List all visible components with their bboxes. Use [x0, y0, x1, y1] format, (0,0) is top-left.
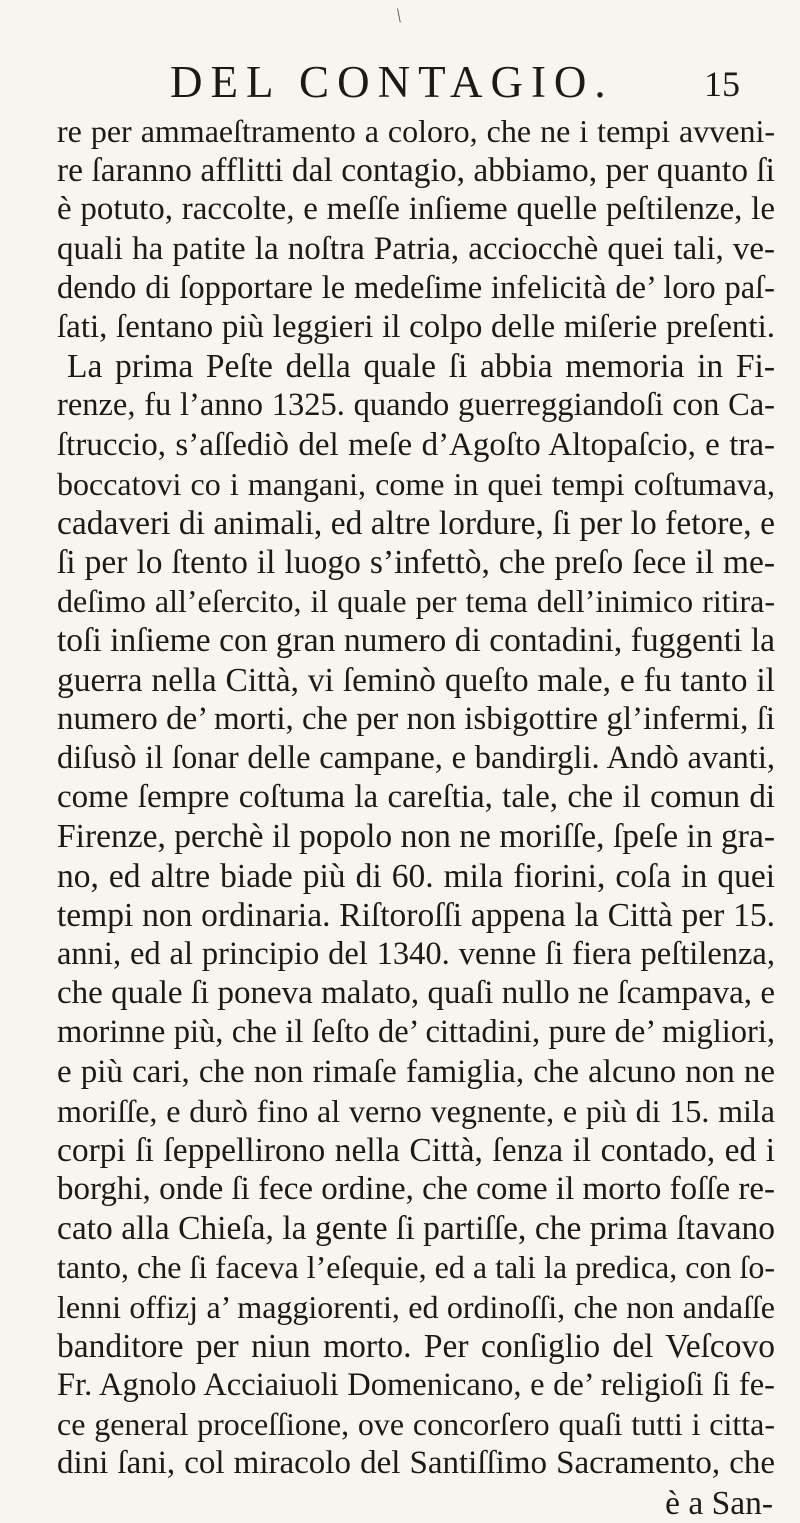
text-line: ſtruccio, s’aſſediò del meſe d’Agoſto Altopaſcio, e tra- — [57, 426, 775, 463]
text-line: boccatovi co i mangani, come in quei tempi coſtumava, — [57, 465, 775, 502]
text-line: Fr. Agnolo Acciaiuoli Domenicano, e de’ religioſi ſi fe- — [57, 1367, 775, 1403]
text-line: corpi ſi ſeppellirono nella Città, ſenza il contado, ed i — [57, 1131, 775, 1169]
page-number: 15 — [704, 64, 740, 104]
text-line: tanto, che ſi faceva l’eſequie, ed a tali la predica, con ſo- — [57, 1249, 775, 1286]
text-line: La prima Peſte della quale ſi abbia memoria in Fi- — [67, 348, 775, 386]
text-line: guerra nella Città, vi ſeminò queſto male, e fu tanto il — [57, 661, 775, 699]
text-line: renze, fu l’anno 1325. quando guerreggiandoſi con Ca- — [57, 387, 775, 424]
text-line: ſi per lo ſtento il luogo s’infettò, che preſo ſece il me- — [57, 544, 775, 582]
running-head — [170, 58, 740, 106]
text-line: moriſſe, e durò fino al verno vegnente, e più di 15. mila — [57, 1092, 775, 1129]
text-line: lenni offizj a’ maggiorenti, ed ordinoſſi, che non andaſſe — [57, 1288, 775, 1325]
text-line: dendo di ſopportare le medeſime infelicità de’ loro paſ- — [57, 269, 775, 306]
text-line: tempi non ordinaria. Riſtoroſſi appena la Città per 15. — [57, 896, 775, 934]
text-line: cato alla Chieſa, la gente ſi partiſſe, che prima ſtavano — [57, 1210, 775, 1248]
text-line: re per ammaeſtramento a coloro, che ne i tempi avveni- — [57, 113, 775, 149]
text-line: banditore per niun morto. Per conſiglio del Veſcovo — [57, 1327, 775, 1365]
body-text — [57, 112, 775, 1523]
text-line: e più cari, che non rimaſe famiglia, che alcuno non ne — [57, 1053, 775, 1090]
running-title: DEL CONTAGIO. — [170, 57, 614, 107]
text-line: toſi inſieme con gran numero di contadini, fuggenti la — [57, 622, 775, 660]
text-line: morinne più, che il ſeſto de’ cittadini, pure de’ migliori, — [57, 1014, 775, 1051]
text-line: no, ed altre biade più di 60. mila fiorini, coſa in quei — [57, 857, 775, 895]
text-line: deſimo all’eſercito, il quale per tema dell’inimico ritira- — [57, 583, 775, 620]
text-line: dini ſani, col miracolo del Santiſſimo Sacramento, che — [57, 1445, 775, 1482]
text-line: ce general proceſſione, ove concorſero quaſi tutti i citta- — [57, 1406, 775, 1443]
text-line: cadaveri di animali, ed altre lordure, ſi per lo fetore, e — [57, 504, 775, 542]
text-line: Firenze, perchè il popolo non ne moriſſe, ſpeſe in gra- — [57, 818, 775, 856]
catchword: è a San- — [665, 1484, 773, 1522]
text-line: anni, ed al principio del 1340. venne ſi fiera peſtilenza, — [57, 935, 775, 972]
text-line: è potuto, raccolte, e meſſe inſieme quelle peſtilenze, le — [57, 191, 775, 228]
text-line: borghi, onde ſi fece ordine, che come il morto foſſe re- — [57, 1171, 775, 1208]
text-line: quali ha patite la noſtra Patria, acciocchè quei tali, ve- — [57, 230, 775, 267]
text-line: numero de’ morti, che per non isbigottire gl’infermi, ſi — [57, 700, 775, 737]
text-line: che quale ſi poneva malato, quaſi nullo ne ſcampava, e — [57, 975, 775, 1012]
text-line: re ſaranno afflitti dal contagio, abbiamo, per quanto ſi — [57, 152, 775, 190]
text-line: come ſempre coſtuma la careſtia, tale, che il comun di — [57, 779, 775, 816]
text-line: diſusò il ſonar delle campane, e bandirgli. Andò avanti, — [57, 740, 775, 776]
text-line: ſati, ſentano più leggieri il colpo delle miſerie preſenti. — [57, 308, 775, 345]
stray-mark: \ — [394, 4, 404, 28]
